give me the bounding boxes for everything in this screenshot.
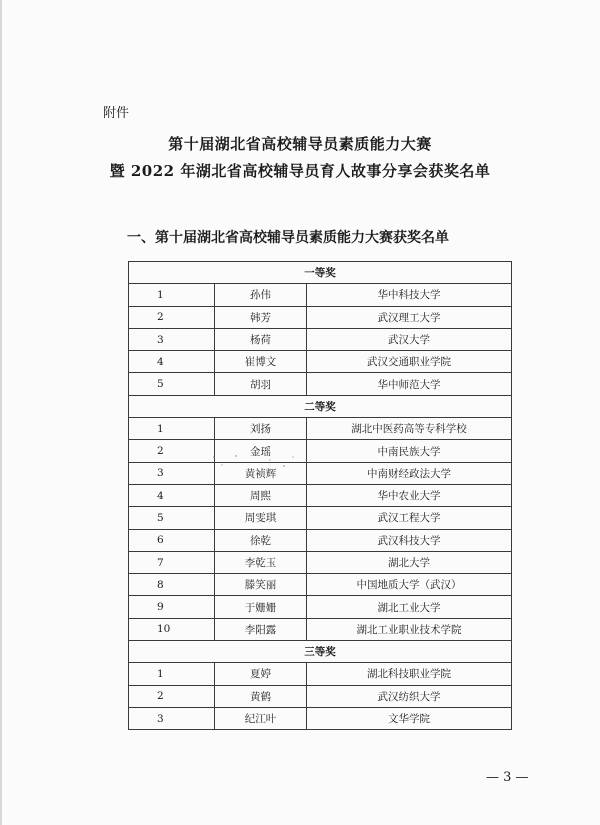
page-number: — 3 — [486, 770, 529, 785]
table-row [129, 685, 512, 707]
table-row [129, 551, 512, 573]
table-row [129, 507, 512, 529]
school-cell: 华中农业大学 [307, 484, 512, 506]
name-cell: 夏婷 [215, 663, 307, 685]
rank-cell: 1 [129, 418, 215, 440]
table-row [129, 418, 512, 440]
name-cell: 周熙 [215, 484, 307, 506]
school-cell: 湖北科技职业学院 [307, 663, 512, 685]
section-heading: 一、第十届湖北省高校辅导员素质能力大赛获奖名单 [127, 230, 449, 246]
name-cell: 崔博文 [215, 351, 307, 373]
name-cell: 杨荷 [215, 328, 307, 350]
name-cell: 黄祯辉 [215, 462, 307, 484]
school-cell: 湖北中医药高等专科学校 [307, 418, 512, 440]
table-row [129, 707, 512, 729]
document-title-line-1: 第十届湖北省高校辅导员素质能力大赛 [168, 135, 432, 153]
school-cell: 湖北工业职业技术学院 [307, 618, 512, 640]
rank-cell: 9 [129, 596, 215, 618]
document-title-line-2: 暨 2022 年湖北省高校辅导员育人故事分享会获奖名单 [109, 162, 491, 180]
name-cell: 金瑶 [215, 440, 307, 462]
scan-specks [210, 451, 300, 471]
school-cell: 中南民族大学 [307, 440, 512, 462]
group-header-row [129, 395, 512, 417]
name-cell: 于姗姗 [215, 596, 307, 618]
school-cell: 武汉工程大学 [307, 507, 512, 529]
rank-cell: 2 [129, 306, 215, 328]
school-cell: 华中科技大学 [307, 284, 512, 306]
group-title-first-prize: 一等奖 [129, 262, 512, 284]
rank-cell: 2 [129, 440, 215, 462]
name-cell: 韩芳 [215, 306, 307, 328]
name-cell: 刘扬 [215, 418, 307, 440]
table-row [129, 574, 512, 596]
name-cell: 滕笑丽 [215, 574, 307, 596]
school-cell: 武汉交通职业学院 [307, 351, 512, 373]
table-row [129, 284, 512, 306]
rank-cell: 2 [129, 685, 215, 707]
table-row [129, 351, 512, 373]
group-title-third-prize: 三等奖 [129, 641, 512, 663]
table-row [129, 373, 512, 395]
name-cell: 李乾玉 [215, 551, 307, 573]
school-cell: 武汉科技大学 [307, 529, 512, 551]
table-row [129, 306, 512, 328]
table-row [129, 440, 512, 462]
rank-cell: 10 [129, 618, 215, 640]
name-cell: 胡羽 [215, 373, 307, 395]
table-row [129, 462, 512, 484]
table-row [129, 484, 512, 506]
group-header-row [129, 641, 512, 663]
table-row [129, 618, 512, 640]
rank-cell: 6 [129, 529, 215, 551]
name-cell: 纪江叶 [215, 707, 307, 729]
school-cell: 华中师范大学 [307, 373, 512, 395]
rank-cell: 8 [129, 574, 215, 596]
page-edge [0, 0, 2, 825]
group-header-row [129, 262, 512, 284]
school-cell: 中南财经政法大学 [307, 462, 512, 484]
rank-cell: 3 [129, 707, 215, 729]
name-cell: 孙伟 [215, 284, 307, 306]
school-cell: 中国地质大学（武汉） [307, 574, 512, 596]
awards-table [128, 261, 512, 730]
attachment-label: 附件 [103, 106, 130, 121]
rank-cell: 3 [129, 462, 215, 484]
school-cell: 文华学院 [307, 707, 512, 729]
table-row [129, 596, 512, 618]
rank-cell: 1 [129, 663, 215, 685]
school-cell: 湖北大学 [307, 551, 512, 573]
name-cell: 周雯琪 [215, 507, 307, 529]
school-cell: 武汉纺织大学 [307, 685, 512, 707]
rank-cell: 4 [129, 351, 215, 373]
rank-cell: 1 [129, 284, 215, 306]
group-title-second-prize: 二等奖 [129, 395, 512, 417]
school-cell: 武汉大学 [307, 328, 512, 350]
name-cell: 黄鹤 [215, 685, 307, 707]
rank-cell: 3 [129, 328, 215, 350]
rank-cell: 5 [129, 373, 215, 395]
table-row [129, 663, 512, 685]
school-cell: 武汉理工大学 [307, 306, 512, 328]
table-row [129, 529, 512, 551]
table-row [129, 328, 512, 350]
rank-cell: 7 [129, 551, 215, 573]
name-cell: 徐乾 [215, 529, 307, 551]
school-cell: 湖北工业大学 [307, 596, 512, 618]
rank-cell: 5 [129, 507, 215, 529]
name-cell: 李阳露 [215, 618, 307, 640]
rank-cell: 4 [129, 484, 215, 506]
